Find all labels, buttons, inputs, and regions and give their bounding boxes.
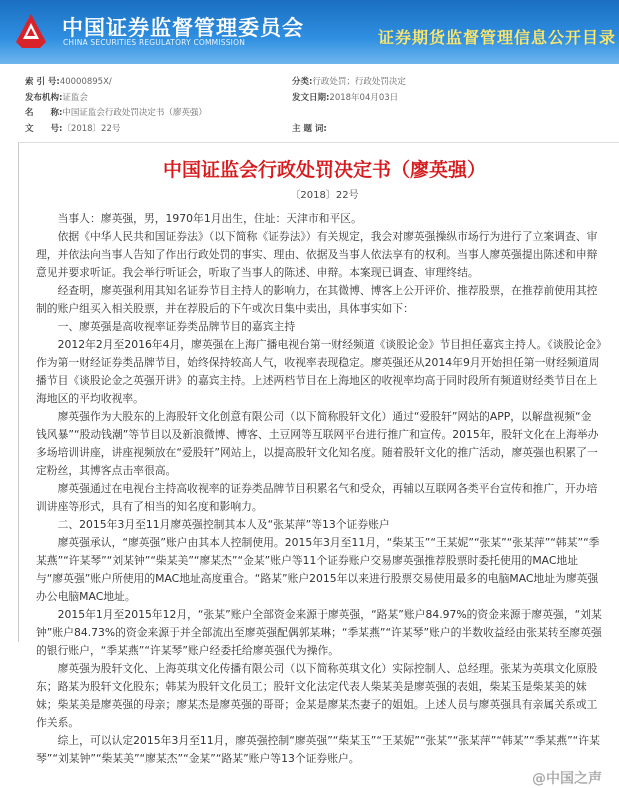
meta-value: 证监会 (62, 92, 88, 103)
meta-label: 名 称: (25, 108, 63, 118)
paragraph: 廖英强为股轩文化、上海英琪文化传播有限公司（以下简称英琪文化）实际控制人、总经理。张某为英琪文化原股东；路某为股轩文化股东；韩某为股轩文化员工；股轩文化法定代表人柴某美是廖英强的表姐，柴某玉是柴某美的妹妹；柴某美是廖英强的母亲；廖某杰是廖英强的哥哥；金某是廖某杰妻子的姐姐。上述人员与廖英强具有亲属关系或工作关系。 (36, 662, 598, 729)
meta-label: 主 题 词: (292, 123, 327, 134)
paragraph: 廖英强通过在电视台主持高收视率的证券类品牌节目积累名气和受众，再辅以互联网各类平台宣传和推广，开办培训讲座等形式，具有了相当的知名度和影响力。 (36, 482, 598, 513)
document-body (36, 210, 602, 788)
meta-label: 发布机构: (25, 92, 63, 103)
meta-docno (25, 123, 285, 139)
meta-label: 分类: (292, 77, 313, 87)
meta-label: 文 号: (25, 123, 63, 134)
meta-publisher (25, 92, 285, 108)
paragraph: 廖英强承认，“廖英强”账户由其本人控制使用。2015年3月至11月，“柴某玉”“王某妮”“张某”“张某萍”“韩某”“季某燕”“许某琴”“刘某钟”“柴某美”“廖某杰”“金某”账户等11个证券账户交易廖英强推荐股票时委托使用的MAC地址与“廖英强”账户所使用的MAC地址高度重合。“路某”账户2015年以来进行股票交易使用最多的电脑MAC地址为廖英强办公电脑MAC地址。 (36, 536, 600, 603)
paragraph: 依据《中华人民共和国证券法》（以下简称《证券法》）有关规定，我会对廖英强操纵市场行为进行了立案调查、审理，并依法向当事人告知了作出行政处罚的事实、理由、依据及当事人依法享有的权利。当事人廖英强提出陈述和申辩意见并要求听证。我会举行听证会，听取了当事人的陈述、申辩。本案现已调查、审理终结。 (36, 230, 598, 279)
section-heading: 二、2015年3月至11月廖英强控制其本人及“张某萍”等13个证券账户 (57, 518, 390, 531)
meta-label: 发文日期: (292, 92, 330, 103)
meta-date (292, 92, 592, 108)
paragraph: 当事人：廖英强，男，1970年1月出生，住址：天津市和平区。 (57, 212, 362, 225)
meta-category (292, 76, 592, 92)
meta-value: 中国证监会行政处罚决定书（廖英强） (62, 108, 207, 118)
paragraph: 廖英强作为大股东的上海股轩文化创意有限公司（以下简称股轩文化）通过“爱股轩”网站的APP，以解盘视频“金钱风暴”“股动钱潮”等节目以及新浪微博、博客、土豆网等互联网平台进行推广和宣传。2015年，股轩文化在上海举办多场培训讲座，讲座视频放在“爱股轩”网站上，以提高股轩文化知名度。随着股轩文化的推广活动，廖英强也积累了一定粉丝，其博客点击率很高。 (36, 410, 599, 477)
watermark: @中国之声 (532, 771, 602, 787)
meta-keywords (292, 123, 592, 139)
paragraph: 综上，可以认定2015年3月至11月，廖英强控制“廖英强”“柴某玉”“王某妮”“张某”“张某萍”“韩某”“季某燕”“许某琴”“刘某钟”“柴某美”“廖某杰”“金某”“路某”账户等13个证券账户。 (36, 734, 600, 765)
meta-value: 〔2018〕22号 (62, 123, 121, 134)
meta-label: 索 引 号: (25, 77, 60, 87)
csrc-logo-icon (16, 14, 46, 48)
document-number: 〔2018〕22号 (290, 190, 359, 201)
meta-left (25, 76, 285, 138)
paragraph: 2015年1月至2015年12月，“张某”账户全部资金来源于廖英强，“路某”账户84.97%的资金来源于廖英强，“刘某钟”账户84.73%的资金来源于并全部流出至廖英强配偶郭某琳；“季某燕”“许某琴”账户的半数收益经由张某转至廖英强的银行账户，“季某燕”“许某琴”账户经委托给廖英强代为操作。 (36, 608, 602, 657)
org-name-en: CHINA SECURITIES REGULATORY COMMISSION (63, 38, 246, 47)
catalog-title: 证券期货监督管理信息公开目录 (378, 28, 617, 47)
org-name: 中国证券监督管理委员会 (62, 16, 304, 40)
paragraph: 2012年2月至2016年4月，廖英强在上海广播电视台第一财经频道《谈股论金》节目担任嘉宾主持人。《谈股论金》作为第一财经证券类品牌节目，始终保持较高人气，收视率表现稳定。廖英强还从2014年9月开始担任第一财经频道周播节目《谈股论金之英强开讲》的嘉宾主持。上述两档节目在上海地区的收视率均高于同时段所有频道财经类节目在上海地区的平均收视率。 (36, 338, 602, 405)
section-heading: 一、廖英强是高收视率证券类品牌节目的嘉宾主持 (57, 320, 296, 333)
meta-value: 行政处罚；行政处罚决定 (312, 77, 406, 87)
paragraph: 经查明，廖英强利用其知名证券节目主持人的影响力，在其微博、博客上公开评价、推荐股票，在推荐前使用其控制的账户组买入相关股票，并在荐股后的下午或次日集中卖出，具体事实如下： (36, 284, 598, 315)
meta-value: 40000895X/ (59, 77, 112, 87)
meta-index (25, 76, 285, 92)
meta-right (292, 76, 592, 138)
document-title: 中国证监会行政处罚决定书（廖英强） (162, 159, 486, 181)
header-banner (0, 0, 619, 64)
meta-value: 2018年04月03日 (329, 92, 399, 103)
meta-name (25, 107, 285, 123)
